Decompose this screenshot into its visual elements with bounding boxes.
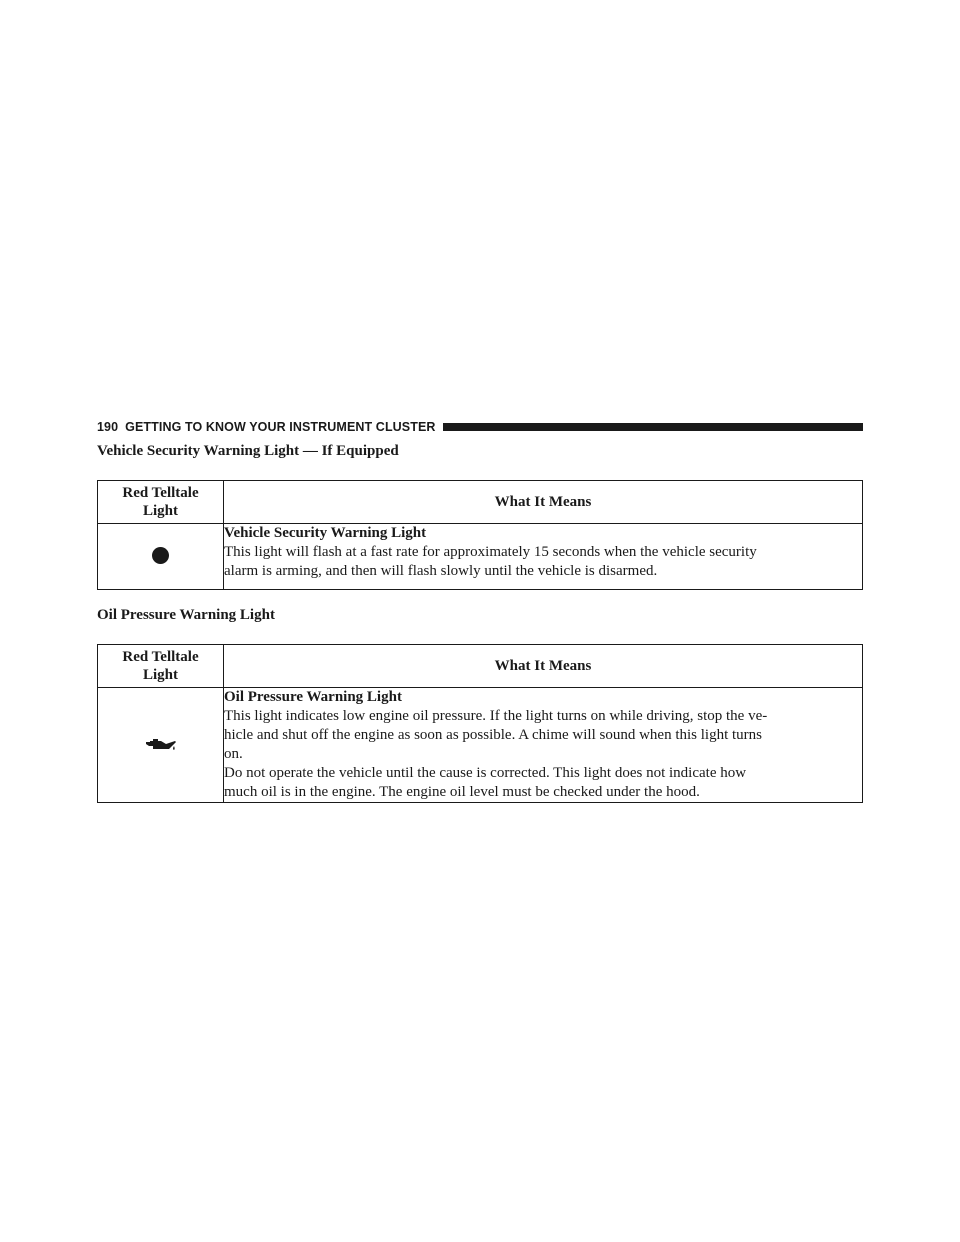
table-header-row: [98, 645, 863, 688]
column-header-red-telltale-light: [98, 481, 224, 524]
telltale-icon-cell: [98, 688, 224, 803]
description-line: much oil is in the engine. The engine oil level must be checked under the hood.: [224, 784, 700, 800]
header-rule: [443, 423, 863, 431]
description-title: Oil Pressure Warning Light: [224, 689, 402, 705]
table-header-row: [98, 481, 863, 524]
telltale-table-oil-pressure: [97, 644, 863, 803]
telltale-table-vehicle-security: [97, 480, 863, 590]
description-line: This light will flash at a fast rate for approximately 15 seconds when the vehicle security: [224, 544, 757, 560]
column-header-line: Red Telltale: [122, 649, 199, 665]
description-cell: [224, 524, 863, 590]
description-line: hicle and shut off the engine as soon as possible. A chime will sound when this light turns: [224, 727, 763, 743]
column-header-line: Light: [142, 667, 178, 683]
column-header-red-telltale-light: [98, 645, 224, 688]
column-header-line: Red Telltale: [122, 485, 199, 501]
page-number: 190: [97, 420, 119, 434]
description-line: alarm is arming, and then will flash slowly until the vehicle is disarmed.: [224, 563, 658, 579]
telltale-icon-cell: [98, 524, 224, 590]
description-line: This light indicates low engine oil pressure. If the light turns on while driving, stop the ve-: [224, 708, 768, 724]
column-header-what-it-means: What It Means: [224, 481, 863, 524]
section-title-oil-pressure: Oil Pressure Warning Light: [97, 607, 275, 623]
table-row: [98, 688, 863, 803]
table-row: [98, 524, 863, 590]
description-line: Do not operate the vehicle until the cause is corrected. This light does not indicate how: [224, 765, 747, 781]
description-cell: [224, 688, 863, 803]
security-dot-icon: [152, 547, 169, 564]
column-header-line: Light: [142, 503, 178, 519]
oil-can-icon: [144, 737, 178, 753]
page-header: [97, 419, 863, 435]
section-title-vehicle-security: Vehicle Security Warning Light — If Equipped: [97, 443, 399, 459]
description-title: Vehicle Security Warning Light: [224, 525, 427, 541]
description-line: on.: [224, 746, 243, 762]
column-header-what-it-means: What It Means: [224, 645, 863, 688]
running-title: GETTING TO KNOW YOUR INSTRUMENT CLUSTER: [125, 420, 436, 434]
